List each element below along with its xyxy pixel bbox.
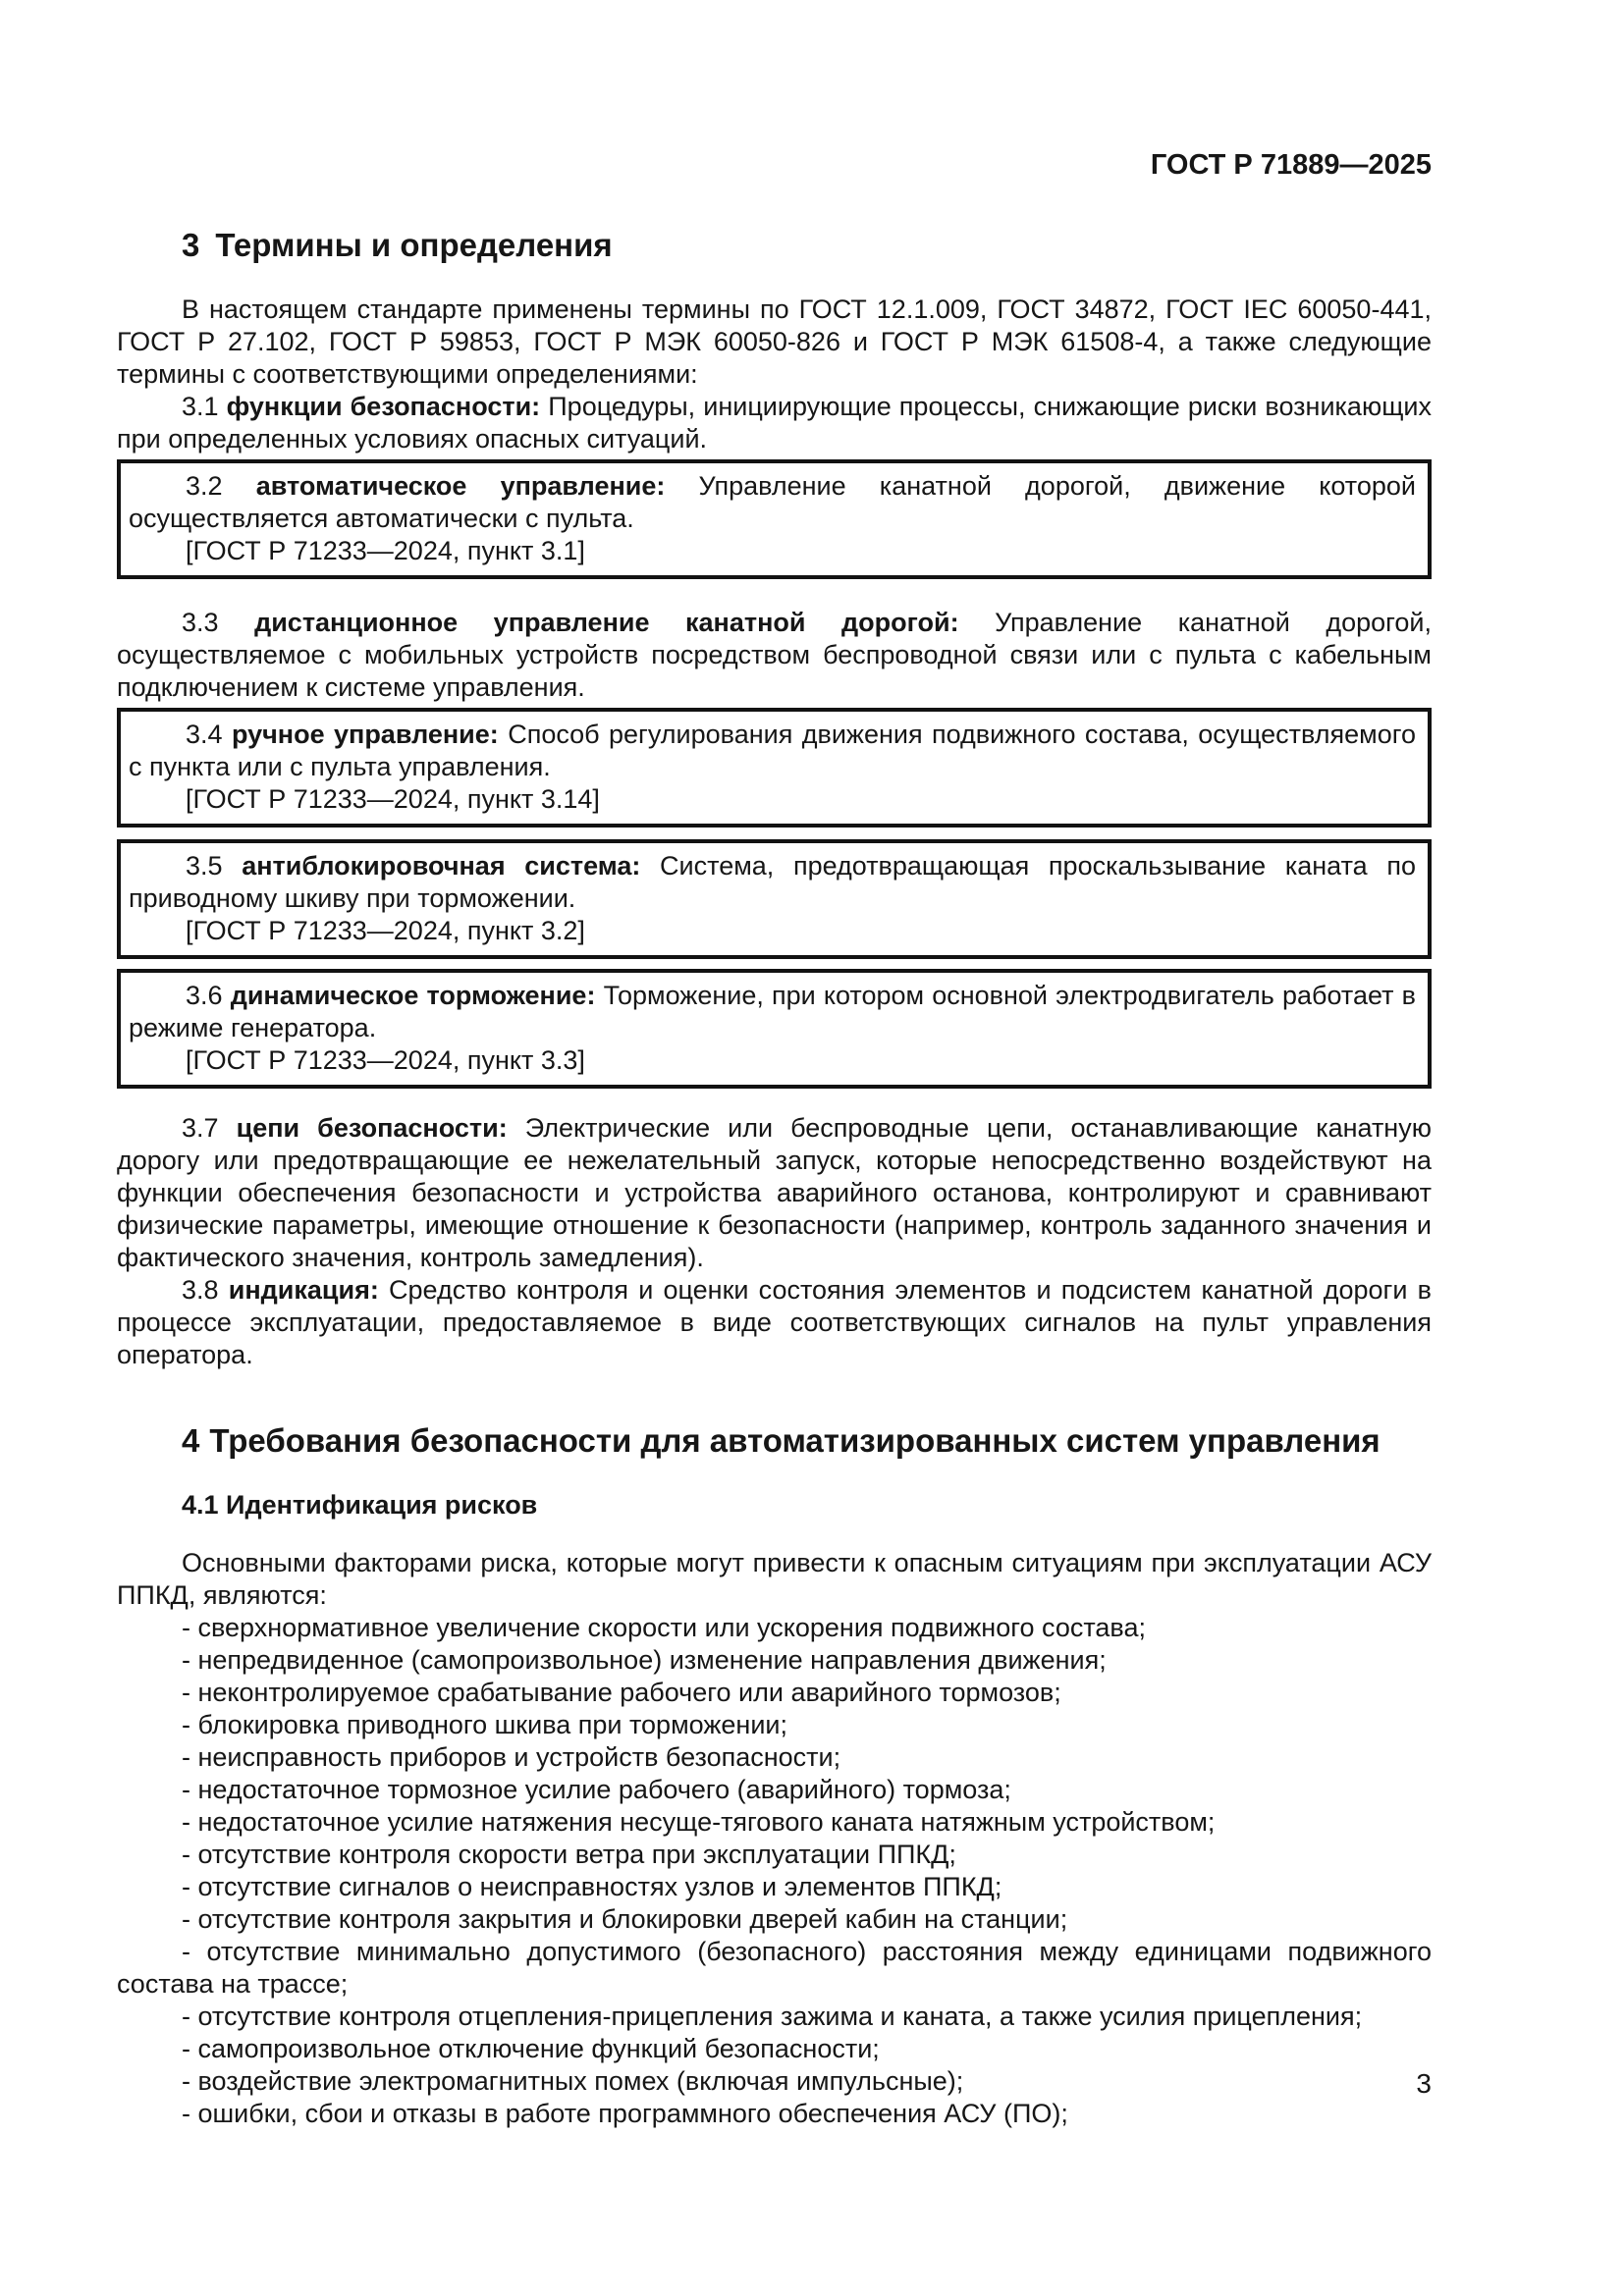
term-number: 3.8 bbox=[182, 1275, 219, 1305]
term-name: индикация: bbox=[228, 1275, 379, 1305]
risk-item: - отсутствие сигналов о неисправностях узлов и элементов ППКД; bbox=[182, 1872, 1002, 1901]
risk-item: - сверхнормативное увеличение скорости или ускорения подвижного состава; bbox=[182, 1613, 1146, 1642]
term-box-3-2 bbox=[117, 459, 1432, 579]
term-definition: Управление канатной дорогой, движение которой осуществляется автоматически с пульта. bbox=[129, 471, 1416, 533]
section-3-heading bbox=[117, 227, 1432, 264]
risk-item: - непредвиденное (самопроизвольное) изменение направления движения; bbox=[182, 1645, 1107, 1675]
term-definition: Система, предотвращающая проскальзывание каната по приводному шкиву при торможении. bbox=[129, 851, 1416, 913]
risk-item: - недостаточное усилие натяжения несуще-тягового каната натяжным устройством; bbox=[182, 1807, 1216, 1837]
risk-item: - отсутствие минимально допустимого (безопасного) расстояния между единицами подвижного состава на трассе; bbox=[117, 1937, 1432, 1999]
section-4-number: 4 bbox=[182, 1422, 200, 1459]
section-4-heading bbox=[117, 1422, 1432, 1460]
term-paragraph-3-4 bbox=[129, 719, 1416, 783]
term-name: цепи безопасности: bbox=[236, 1113, 508, 1143]
term-definition: Управление канатной дорогой, осуществляемое с мобильных устройств посредством беспроводной связи или с пульта с кабельным подключением к системе управления. bbox=[117, 608, 1432, 702]
risk-item: - недостаточное тормозное усилие рабочего (аварийного) тормоза; bbox=[182, 1775, 1011, 1804]
term-source-3-4: [ГОСТ Р 71233—2024, пункт 3.14] bbox=[186, 784, 600, 814]
term-paragraph-3-7 bbox=[117, 1112, 1432, 1274]
risk-item: - воздействие электромагнитных помех (включая импульсные); bbox=[182, 2066, 964, 2096]
term-paragraph-3-2 bbox=[129, 470, 1416, 535]
term-name: функции безопасности: bbox=[226, 392, 541, 421]
risk-item: - отсутствие контроля закрытия и блокировки дверей кабин на станции; bbox=[182, 1904, 1068, 1934]
risk-item: - самопроизвольное отключение функций безопасности; bbox=[182, 2034, 880, 2063]
term-number: 3.1 bbox=[182, 392, 219, 421]
term-name: антиблокировочная система: bbox=[242, 851, 641, 881]
term-source-3-2: [ГОСТ Р 71233—2024, пункт 3.1] bbox=[186, 536, 585, 565]
section-4-title: Требования безопасности для автоматизированных систем управления bbox=[209, 1422, 1380, 1459]
term-name: дистанционное управление канатной дорогой: bbox=[254, 608, 959, 637]
document-code: ГОСТ Р 71889—2025 bbox=[1150, 149, 1432, 181]
term-number: 3.5 bbox=[186, 851, 223, 881]
term-number: 3.6 bbox=[186, 981, 223, 1010]
term-box-3-6 bbox=[117, 969, 1432, 1089]
term-paragraph-3-8 bbox=[117, 1274, 1432, 1371]
subsection-4-1-title: 4.1 Идентификация рисков bbox=[182, 1490, 538, 1520]
term-definition: Торможение, при котором основной электродвигатель работает в режиме генератора. bbox=[129, 981, 1416, 1042]
term-source-3-5: [ГОСТ Р 71233—2024, пункт 3.2] bbox=[186, 916, 585, 945]
term-name: ручное управление: bbox=[231, 720, 499, 749]
risk-item: - ошибки, сбои и отказы в работе программного обеспечения АСУ (ПО); bbox=[182, 2099, 1068, 2128]
section-3-intro: В настоящем стандарте применены термины по ГОСТ 12.1.009, ГОСТ 34872, ГОСТ IEC 60050-441, ГОСТ Р 27.102, ГОСТ Р 59853, ГОСТ Р МЭК 60050-826 и ГОСТ Р МЭК 61508-4, а также следующие термины с соответствующими определениями: bbox=[117, 294, 1432, 389]
risk-item: - неисправность приборов и устройств безопасности; bbox=[182, 1742, 841, 1772]
risk-item: - блокировка приводного шкива при торможении; bbox=[182, 1710, 788, 1739]
term-definition: Процедуры, инициирующие процессы, снижающие риски возникающих при определенных условиях опасных ситуаций. bbox=[117, 392, 1432, 454]
term-name: динамическое торможение: bbox=[230, 981, 596, 1010]
risk-item: - отсутствие контроля скорости ветра при эксплуатации ППКД; bbox=[182, 1840, 956, 1869]
term-box-3-5 bbox=[117, 839, 1432, 959]
term-definition: Способ регулирования движения подвижного состава, осуществляемого с пункта или с пульта управления. bbox=[129, 720, 1416, 781]
term-paragraph-3-3 bbox=[117, 607, 1432, 704]
term-paragraph-3-5 bbox=[129, 850, 1416, 915]
term-number: 3.7 bbox=[182, 1113, 219, 1143]
term-definition: Средство контроля и оценки состояния элементов и подсистем канатной дороги в процессе эксплуатации, предоставляемое в виде соответствующих сигналов на пульт управления оператора. bbox=[117, 1275, 1432, 1369]
risk-item: - неконтролируемое срабатывание рабочего или аварийного тормозов; bbox=[182, 1678, 1061, 1707]
term-number: 3.2 bbox=[186, 471, 223, 501]
risk-item: - отсутствие контроля отцепления-прицепления зажима и каната, а также усилия прицепления; bbox=[182, 2002, 1363, 2031]
term-box-3-4 bbox=[117, 708, 1432, 828]
term-paragraph-3-1 bbox=[117, 391, 1432, 455]
risk-intro: Основными факторами риска, которые могут привести к опасным ситуациям при эксплуатации АСУ ППКД, являются: bbox=[117, 1548, 1432, 1610]
term-name: автоматическое управление: bbox=[255, 471, 666, 501]
term-source-3-6: [ГОСТ Р 71233—2024, пункт 3.3] bbox=[186, 1045, 585, 1075]
section-3-title: Термины и определения bbox=[215, 227, 613, 263]
term-number: 3.3 bbox=[182, 608, 219, 637]
section-3-number: 3 bbox=[182, 227, 200, 263]
term-number: 3.4 bbox=[186, 720, 223, 749]
term-paragraph-3-6 bbox=[129, 980, 1416, 1044]
term-definition: Электрические или беспроводные цепи, останавливающие канатную дорогу или предотвращающие ее нежелательный запуск, которые непосредственно воздействуют на функции обеспечения безопасности и устройства аварийного останова, контролируют и сравнивают физические параметры, имеющие отношение к безопасности (например, контроль заданного значения и фактического значения, контроль замедления). bbox=[117, 1113, 1432, 1272]
page-number: 3 bbox=[1416, 2068, 1432, 2099]
